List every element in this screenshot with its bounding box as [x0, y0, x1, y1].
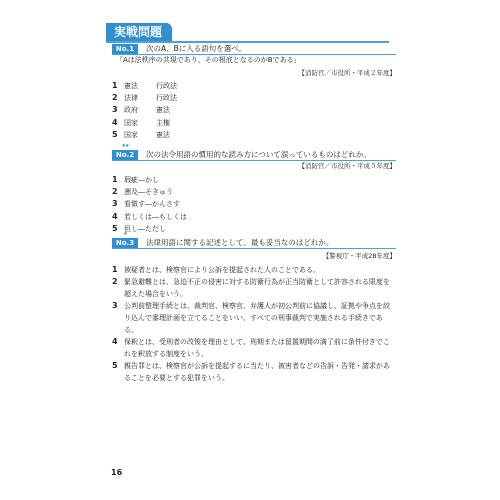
choice-list [112, 264, 396, 384]
choice-item [112, 92, 396, 104]
section-title: 実戦問題 [106, 23, 172, 41]
choice-text: 看做す―かんさす [124, 200, 180, 209]
choice-item [112, 174, 396, 186]
difficulty-stars: ★ [123, 231, 127, 237]
choice-number: 2 [112, 93, 118, 103]
problem-question: 次のA、Bに入る語句を選べ。 [146, 44, 247, 53]
problem-question: 法律用語に関する記述として、最も妥当なのはどれか。 [146, 238, 334, 247]
choice-item [112, 211, 396, 223]
problem-source: 【消防官／市役所・平成２年度】 [298, 69, 396, 77]
choice-text: 但し―ただし [124, 224, 166, 233]
choice-item [112, 223, 396, 235]
choice-item [112, 104, 396, 116]
choice-item [112, 186, 396, 198]
choice-text: 公判前整理手続とは、裁判官、検察官、弁護人が初公判前に協議し、証拠や争点を絞り込んで審理計画を立てることをいい、すべての刑事裁判で実施される手続きである。 [124, 302, 390, 334]
choice-item [112, 80, 396, 92]
choice-number: 1 [112, 265, 118, 274]
choice-number: 5 [112, 361, 118, 370]
problem-question: 次の法令用語の慣用的な読み方について誤っているものはどれか。 [146, 150, 371, 159]
choice-number: 5 [112, 223, 118, 233]
problem-quote: 「Aは法秩序の共現であり、その根底となるのがBである」 [116, 56, 301, 64]
choice-item [112, 117, 396, 129]
choice-a: 国家 [124, 118, 138, 127]
choice-item [112, 276, 396, 300]
choice-text: 保釈とは、受刑者の改悛を理由として、刑期または留置期間の満了前に条件付きでこれを釈放する制度をいう。 [124, 338, 390, 358]
choice-text: 緊急避難とは、急迫不正の侵害に対する防衛行為が正当防衛として許容される限度を超えた場合をいう。 [124, 278, 390, 298]
choice-item [112, 264, 396, 276]
problem-rule [112, 54, 396, 55]
problem-number-badge: No.2 [112, 150, 138, 160]
problem-number-badge: No.1 [112, 44, 138, 54]
choice-a: 法律 [124, 94, 138, 103]
choice-text: 瑕疵―かし [124, 176, 159, 184]
choice-number: 3 [112, 301, 118, 310]
choice-text: 被疑者とは、検察官により公訴を提起された人のことである。 [124, 266, 320, 274]
choice-item [112, 336, 396, 360]
choice-number: 2 [112, 277, 118, 286]
choice-text: 遡及―そきゅう [124, 188, 173, 197]
choice-b: 主権 [156, 118, 170, 127]
choice-list [112, 174, 396, 235]
problem-number-badge: No.3 [112, 238, 138, 248]
choice-b: 憲法 [156, 130, 170, 139]
choice-number: 4 [112, 337, 118, 346]
choice-number: 1 [112, 81, 118, 90]
choice-number: 4 [112, 211, 118, 221]
section-header [106, 23, 389, 43]
choice-text: 親告罪とは、検察官が公訴を提起するに当たり、被害者などの告訴・告発・請求があることを必要とする犯罪をいう。 [124, 362, 390, 382]
choice-number: 3 [112, 105, 118, 115]
problem-source: 【消防官／市役所・平成５年度】 [298, 162, 396, 170]
choice-b: 行政法 [156, 82, 177, 90]
choice-item [112, 360, 396, 384]
choice-b: 憲法 [156, 106, 170, 115]
choice-a: 憲法 [124, 82, 138, 90]
choice-b: 行政法 [156, 94, 177, 103]
choice-text: 若しくは―もしくは [124, 212, 187, 221]
choice-list [112, 80, 396, 141]
choice-number: 1 [112, 175, 118, 184]
choice-number: 4 [112, 117, 118, 127]
problem-rule [112, 160, 396, 161]
page-number: 16 [111, 468, 123, 477]
choice-item [112, 198, 396, 210]
difficulty-stars: ★★ [121, 143, 129, 149]
choice-item [112, 129, 396, 141]
problem-rule [112, 248, 396, 249]
choice-a: 国家 [124, 130, 138, 139]
choice-item [112, 300, 396, 336]
choice-a: 政府 [124, 106, 138, 115]
choice-number: 2 [112, 187, 118, 197]
problem-source: 【警視庁・平成28年度】 [322, 252, 396, 260]
choice-number: 5 [112, 129, 118, 139]
choice-number: 3 [112, 199, 118, 209]
